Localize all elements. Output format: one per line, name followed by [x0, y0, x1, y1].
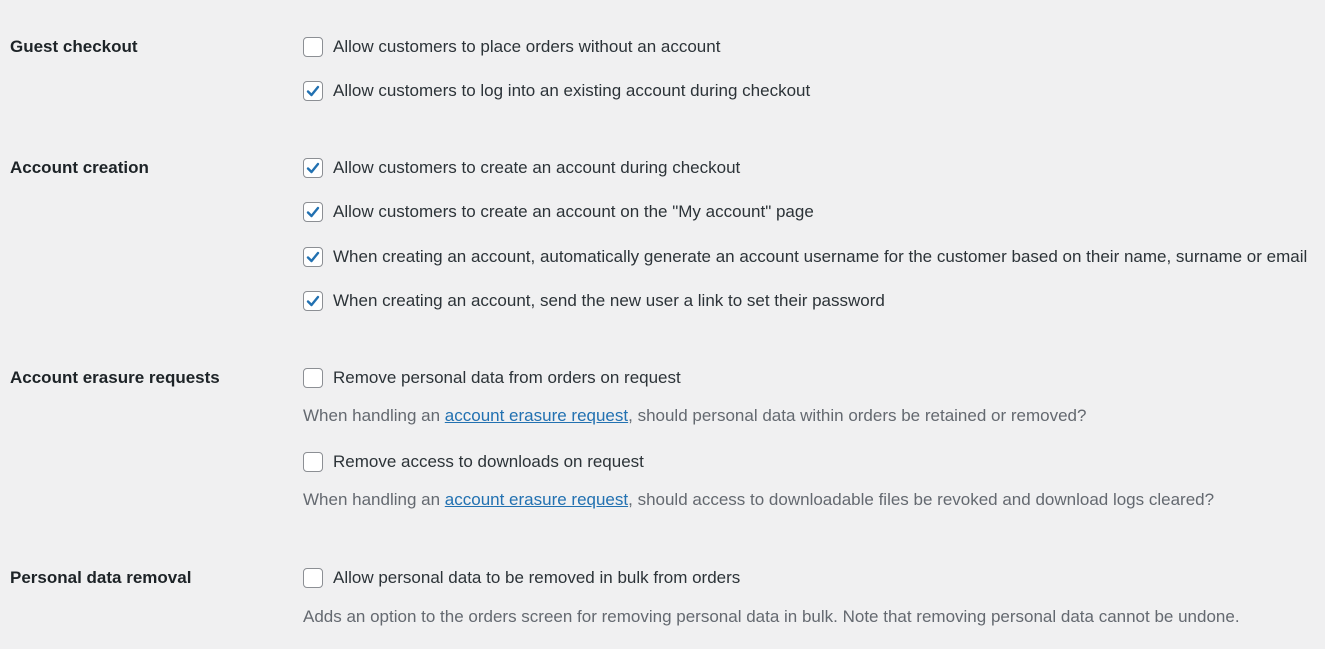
account-creation-option-send-password-link[interactable]: [303, 290, 885, 312]
checkbox[interactable]: [303, 158, 323, 178]
option-label: When creating an account, send the new user a link to set their password: [333, 291, 885, 310]
erasure-option-remove-personal-data[interactable]: [303, 367, 681, 389]
checkbox[interactable]: [303, 291, 323, 311]
erasure-personal-data-description: [303, 406, 1086, 426]
account-erasure-heading: Account erasure requests: [10, 368, 220, 387]
option-label: Remove personal data from orders on request: [333, 368, 681, 387]
description-text: , should access to downloadable files be revoked and download logs cleared?: [628, 490, 1215, 509]
description-text: When handling an: [303, 406, 445, 425]
personal-data-removal-heading: Personal data removal: [10, 568, 192, 587]
checkbox[interactable]: [303, 452, 323, 472]
checkbox[interactable]: [303, 368, 323, 388]
option-label: Allow customers to create an account on the "My account" page: [333, 202, 814, 221]
checkmark-icon: [305, 293, 321, 309]
account-erasure-request-link[interactable]: account erasure request: [444, 406, 629, 425]
checkmark-icon: [305, 204, 321, 220]
checkbox[interactable]: [303, 37, 323, 57]
guest-checkout-option-place-orders[interactable]: [303, 36, 720, 58]
checkmark-icon: [305, 83, 321, 99]
checkbox[interactable]: [303, 247, 323, 267]
checkmark-icon: [305, 160, 321, 176]
option-label: Allow customers to place orders without an account: [333, 37, 721, 56]
checkbox[interactable]: [303, 81, 323, 101]
option-label: Allow personal data to be removed in bulk from orders: [333, 568, 741, 587]
option-label: Allow customers to create an account during checkout: [333, 158, 741, 177]
checkbox[interactable]: [303, 202, 323, 222]
erasure-downloads-description: [303, 490, 1214, 510]
guest-checkout-option-log-in[interactable]: [303, 80, 810, 102]
guest-checkout-heading: Guest checkout: [10, 37, 138, 56]
account-creation-option-checkout[interactable]: [303, 157, 740, 179]
personal-data-removal-description: Adds an option to the orders screen for removing personal data in bulk. Note that removing personal data cannot be undone.: [303, 607, 1240, 626]
option-label: When creating an account, automatically generate an account username for the customer based on their name, surname or email: [333, 247, 1308, 266]
description-text: When handling an: [303, 490, 445, 509]
account-creation-option-generate-username[interactable]: [303, 246, 1307, 268]
checkbox[interactable]: [303, 568, 323, 588]
option-label: Allow customers to log into an existing account during checkout: [333, 81, 811, 100]
account-erasure-request-link[interactable]: account erasure request: [444, 490, 629, 509]
description-text: , should personal data within orders be retained or removed?: [628, 406, 1087, 425]
checkmark-icon: [305, 249, 321, 265]
personal-data-removal-option-bulk[interactable]: [303, 567, 740, 589]
account-creation-option-my-account[interactable]: [303, 201, 814, 223]
erasure-option-remove-downloads[interactable]: [303, 451, 644, 473]
option-label: Remove access to downloads on request: [333, 452, 644, 471]
account-creation-heading: Account creation: [10, 158, 149, 177]
